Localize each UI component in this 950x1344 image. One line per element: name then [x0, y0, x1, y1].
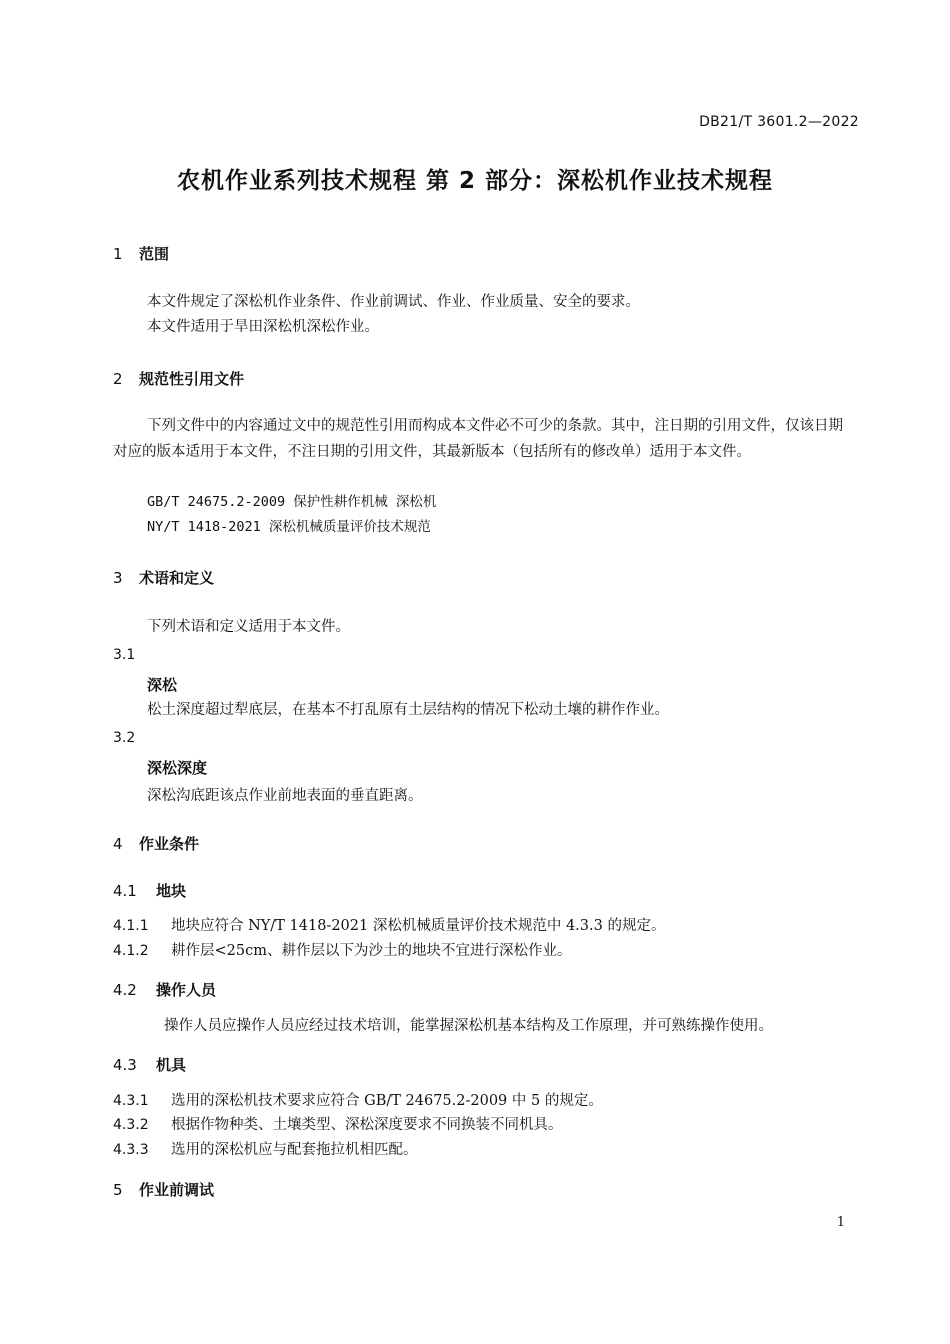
item-text: 地块应符合 NY/T 1418-2021 深松机械质量评价技术规范中 4.3.3 的规定。: [171, 918, 666, 934]
term-definition: 深松沟底距该点作业前地表面的垂直距离。: [147, 788, 423, 804]
subsection-number: 4.1: [113, 882, 137, 900]
operator-paragraph: 操作人员应操作人员应经过技术培训，能掌握深松机基本结构及工作原理，并可熟练操作使用。: [164, 1018, 773, 1034]
list-item: [113, 1088, 603, 1114]
item-number: 4.3.3: [113, 1142, 149, 1158]
subsection-4-1-heading: [113, 880, 186, 901]
standard-code: DB21/T 3601.2—2022: [699, 114, 859, 130]
subsection-4-3-heading: [113, 1054, 186, 1075]
terms-intro-paragraph: 下列术语和定义适用于本文件。: [147, 619, 350, 635]
list-item: [113, 1137, 418, 1163]
section-5-heading: [113, 1179, 214, 1200]
term-name: 深松: [147, 676, 178, 694]
section-2-heading: [113, 368, 244, 389]
item-text: 耕作层<25cm、耕作层以下为沙土的地块不宜进行深松作业。: [171, 943, 572, 959]
item-number: 4.1.2: [113, 943, 149, 959]
subsection-title: 操作人员: [156, 981, 217, 999]
reference-text: NY/T 1418-2021 深松机械质量评价技术规范: [147, 519, 431, 535]
page-number: 1: [836, 1215, 845, 1230]
term-number: 3.2: [113, 730, 136, 746]
section-title: 术语和定义: [139, 569, 215, 587]
subsection-title: 地块: [156, 882, 187, 900]
section-number: 5: [113, 1181, 123, 1199]
term-definition: 松土深度超过犁底层，在基本不打乱原有土层结构的情况下松动土壤的耕作作业。: [147, 702, 669, 718]
section-number: 2: [113, 370, 123, 388]
item-number: 4.3.1: [113, 1093, 149, 1109]
reference-text: GB/T 24675.2-2009 保护性耕作机械 深松机: [147, 494, 437, 510]
section-title: 作业条件: [139, 835, 200, 853]
section-number: 3: [113, 569, 123, 587]
list-item: [113, 913, 665, 939]
subsection-number: 4.3: [113, 1056, 137, 1074]
item-text: 选用的深松机技术要求应符合 GB/T 24675.2-2009 中 5 的规定。: [171, 1093, 603, 1109]
reference-item: [147, 514, 431, 540]
item-number: 4.3.2: [113, 1117, 149, 1133]
document-title: 农机作业系列技术规程 第 2 部分：深松机作业技术规程: [176, 168, 774, 194]
term-number: 3.1: [113, 647, 136, 663]
item-number: 4.1.1: [113, 918, 149, 934]
subsection-number: 4.2: [113, 981, 137, 999]
section-title: 规范性引用文件: [139, 370, 245, 388]
term-name: 深松深度: [147, 759, 208, 777]
section-3-heading: [113, 567, 214, 588]
item-text: 根据作物种类、土壤类型、深松深度要求不同换装不同机具。: [171, 1117, 563, 1133]
reference-item: [147, 489, 436, 515]
section-4-heading: [113, 833, 199, 854]
scope-paragraph-1: 本文件规定了深松机作业条件、作业前调试、作业、作业质量、安全的要求。: [147, 294, 640, 310]
section-title: 作业前调试: [139, 1181, 215, 1199]
section-1-heading: [113, 243, 169, 264]
section-number: 4: [113, 835, 123, 853]
subsection-4-2-heading: [113, 979, 216, 1000]
scope-paragraph-2: 本文件适用于旱田深松机深松作业。: [147, 319, 379, 335]
section-title: 范围: [139, 245, 170, 263]
list-item: [113, 938, 571, 964]
normative-references-paragraph: 下列文件中的内容通过文中的规范性引用而构成本文件必不可少的条款。其中，注日期的引用文件，仅该日期对应的版本适用于本文件，不注日期的引用文件，其最新版本（包括所有的修改单）适用于本文件。: [113, 418, 843, 460]
subsection-title: 机具: [156, 1056, 187, 1074]
list-item: [113, 1112, 563, 1138]
section-number: 1: [113, 245, 123, 263]
item-text: 选用的深松机应与配套拖拉机相匹配。: [171, 1142, 418, 1158]
